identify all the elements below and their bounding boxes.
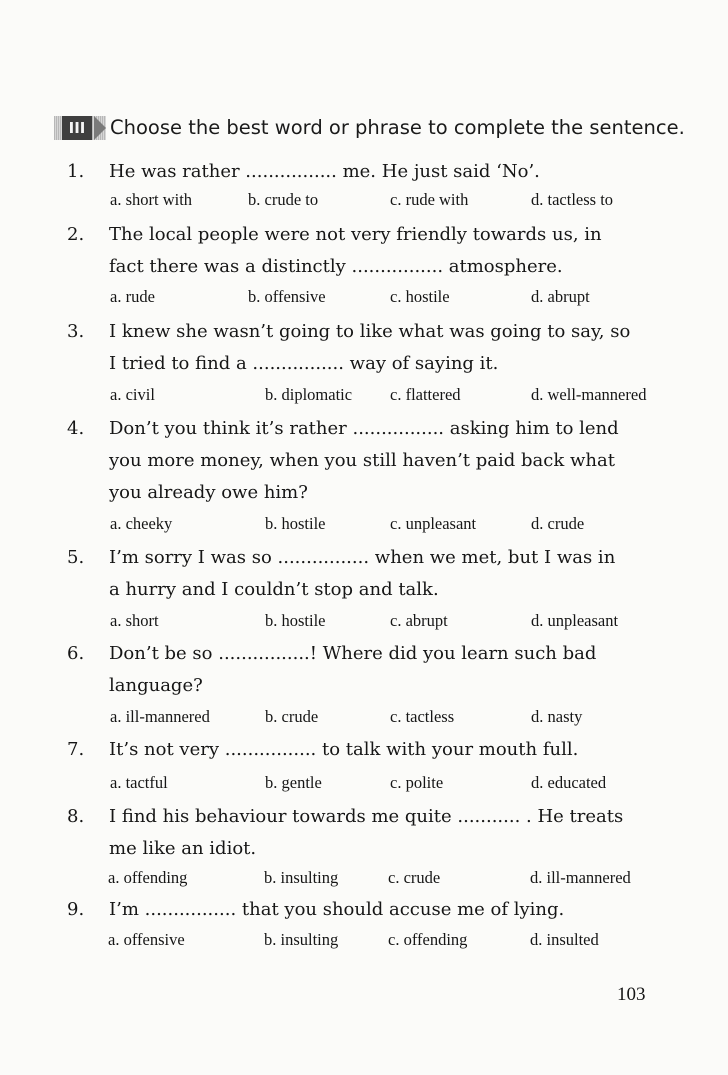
answer-option[interactable]: b. hostile [265, 611, 326, 630]
answer-option[interactable]: d. abrupt [531, 287, 590, 306]
question-text-line: I’m sorry I was so ................ when we met, but I was in [109, 547, 616, 568]
answer-option[interactable]: c. flattered [390, 385, 461, 404]
answer-option[interactable]: c. abrupt [390, 611, 448, 630]
answer-option[interactable]: b. crude to [248, 190, 319, 209]
answer-option[interactable]: a. cheeky [110, 514, 173, 533]
answer-option[interactable]: b. insulting [264, 930, 339, 949]
answer-option[interactable]: c. hostile [390, 287, 450, 306]
question-text-line: you already owe him? [109, 482, 308, 503]
arrow-icon [94, 116, 106, 140]
question-text-line: He was rather ................ me. He just said ‘No’. [109, 161, 540, 182]
section-header [54, 113, 694, 143]
answer-option[interactable]: d. well-mannered [531, 385, 647, 404]
answer-option[interactable]: b. diplomatic [265, 385, 353, 404]
question-number: 9. [67, 899, 85, 920]
answer-option[interactable]: c. offending [388, 930, 468, 949]
answer-option[interactable]: c. rude with [390, 190, 469, 209]
question-number: 8. [67, 806, 85, 827]
answer-option[interactable]: a. tactful [110, 773, 168, 792]
answer-options [0, 383, 728, 407]
question-text-line: Don’t be so ................! Where did you learn such bad [109, 643, 597, 664]
page-number: 103 [617, 984, 646, 1005]
answer-option[interactable]: b. offensive [248, 287, 326, 306]
answer-option[interactable]: c. unpleasant [390, 514, 477, 533]
question-number: 7. [67, 739, 85, 760]
question-number: 1. [67, 161, 85, 182]
answer-option[interactable]: d. educated [531, 773, 607, 792]
question-text-line: language? [109, 675, 203, 696]
answer-option[interactable]: a. offending [108, 868, 188, 887]
answer-option[interactable]: a. rude [110, 287, 155, 306]
question-text-line: It’s not very ................ to talk with your mouth full. [109, 739, 579, 760]
question-text-line: fact there was a distinctly ................ atmosphere. [109, 256, 563, 277]
question-text-line: I knew she wasn’t going to like what was going to say, so [109, 321, 631, 342]
section-number: III [62, 116, 92, 140]
answer-option[interactable]: d. insulted [530, 930, 599, 949]
section-badge [54, 116, 106, 140]
question-text-line: I’m ................ that you should accuse me of lying. [109, 899, 565, 920]
answer-option[interactable]: a. short [110, 611, 159, 630]
answer-option[interactable]: d. crude [531, 514, 585, 533]
question-text-line: Don’t you think it’s rather ................ asking him to lend [109, 418, 619, 439]
answer-option[interactable]: c. crude [388, 868, 441, 887]
answer-options [0, 928, 728, 952]
instruction-text: Choose the best word or phrase to complete the sentence. [110, 116, 685, 139]
question-text-line: me like an idiot. [109, 838, 257, 859]
question-number: 2. [67, 224, 85, 245]
answer-option[interactable]: b. insulting [264, 868, 339, 887]
answer-options [0, 705, 728, 729]
answer-option[interactable]: a. ill-mannered [110, 707, 210, 726]
answer-option[interactable]: d. unpleasant [531, 611, 619, 630]
answer-option[interactable]: c. polite [390, 773, 444, 792]
answer-options [0, 285, 728, 309]
answer-option[interactable]: a. short with [110, 190, 193, 209]
answer-options [0, 866, 728, 890]
answer-option[interactable]: d. tactless to [531, 190, 614, 209]
question-text-line: a hurry and I couldn’t stop and talk. [109, 579, 439, 600]
answer-options [0, 512, 728, 536]
question-number: 3. [67, 321, 85, 342]
answer-option[interactable]: d. ill-mannered [530, 868, 631, 887]
answer-options [0, 771, 728, 795]
answer-option[interactable]: c. tactless [390, 707, 455, 726]
question-text-line: you more money, when you still haven’t paid back what [109, 450, 615, 471]
answer-option[interactable]: b. crude [265, 707, 319, 726]
question-number: 6. [67, 643, 85, 664]
question-text-line: I find his behaviour towards me quite ........... . He treats [109, 806, 624, 827]
question-text-line: I tried to find a ................ way of saying it. [109, 353, 499, 374]
answer-options [0, 609, 728, 633]
answer-option[interactable]: a. offensive [108, 930, 185, 949]
answer-option[interactable]: d. nasty [531, 707, 583, 726]
question-text-line: The local people were not very friendly towards us, in [109, 224, 602, 245]
answer-option[interactable]: b. hostile [265, 514, 326, 533]
question-number: 4. [67, 418, 85, 439]
answer-option[interactable]: b. gentle [265, 773, 322, 792]
answer-options [0, 188, 728, 212]
question-number: 5. [67, 547, 85, 568]
answer-option[interactable]: a. civil [110, 385, 155, 404]
